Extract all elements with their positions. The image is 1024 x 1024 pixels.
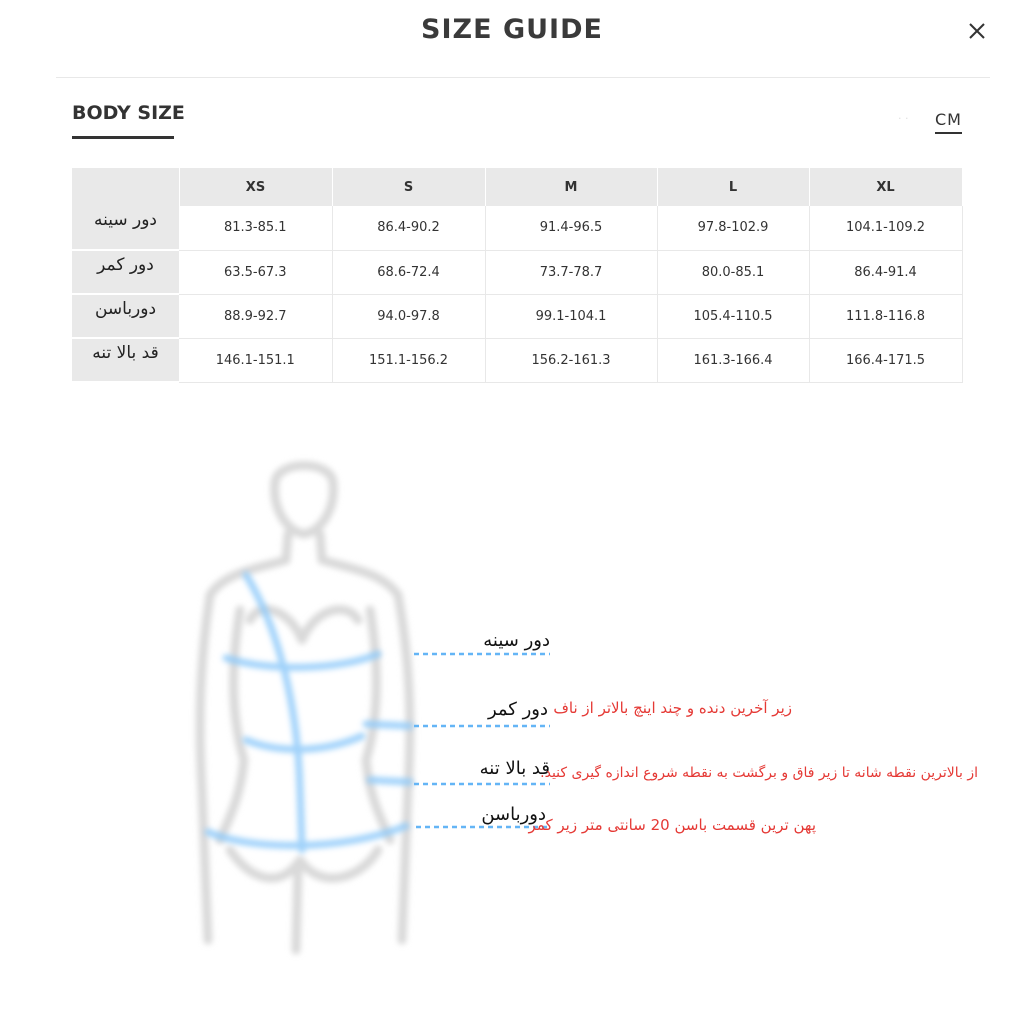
- row-label: دور سینه: [72, 206, 179, 250]
- header-divider: [56, 77, 990, 78]
- close-icon: [962, 16, 992, 46]
- table-header-corner: [72, 168, 179, 206]
- table-header-cell: M: [485, 168, 657, 206]
- row-label: قد بالا تنه: [72, 338, 179, 382]
- table-header-cell: XL: [809, 168, 962, 206]
- table-header-cell: XS: [179, 168, 332, 206]
- table-row: [72, 206, 962, 250]
- label-torso: قد بالا تنه: [479, 758, 550, 779]
- table-cell: 88.9-92.7: [179, 294, 332, 338]
- unit-toggle-cm[interactable]: CM: [935, 110, 962, 134]
- table-row: [72, 250, 962, 294]
- table-cell: 80.0-85.1: [657, 250, 809, 294]
- label-hip: دورباسن: [481, 804, 546, 825]
- label-waist: دور کمر: [487, 699, 548, 720]
- table-row: [72, 338, 962, 382]
- size-table-container[interactable]: [72, 168, 962, 368]
- note-hip: پهن ترین قسمت باسن 20 سانتی متر زیر کمر: [528, 816, 816, 834]
- row-label: دور کمر: [72, 250, 179, 294]
- table-cell: 156.2-161.3: [485, 338, 657, 382]
- unit-toggle-inactive[interactable]: · ·: [898, 112, 909, 125]
- row-label: دورباسن: [72, 294, 179, 338]
- size-table: [72, 168, 963, 383]
- table-cell: 97.8-102.9: [657, 206, 809, 250]
- table-cell: 166.4-171.5: [809, 338, 962, 382]
- table-header-row: [72, 168, 962, 206]
- close-button[interactable]: [962, 16, 992, 46]
- table-cell: 81.3-85.1: [179, 206, 332, 250]
- table-cell: 86.4-90.2: [332, 206, 485, 250]
- label-chest: دور سینه: [483, 630, 550, 651]
- table-cell: 146.1-151.1: [179, 338, 332, 382]
- table-cell: 63.5-67.3: [179, 250, 332, 294]
- table-header-cell: S: [332, 168, 485, 206]
- body-figure-illustration: [170, 460, 440, 960]
- table-cell: 161.3-166.4: [657, 338, 809, 382]
- note-torso: از بالاترین نقطه شانه تا زیر فاق و برگشت به نقطه شروع اندازه گیری کنید.: [540, 765, 978, 781]
- table-cell: 104.1-109.2: [809, 206, 962, 250]
- table-cell: 99.1-104.1: [485, 294, 657, 338]
- note-waist: زیر آخرین دنده و چند اینچ بالاتر از ناف: [553, 699, 792, 717]
- table-row: [72, 294, 962, 338]
- table-cell: 68.6-72.4: [332, 250, 485, 294]
- table-cell: 151.1-156.2: [332, 338, 485, 382]
- table-cell: 73.7-78.7: [485, 250, 657, 294]
- page-title: SIZE GUIDE: [421, 14, 603, 45]
- table-cell: 111.8-116.8: [809, 294, 962, 338]
- table-cell: 94.0-97.8: [332, 294, 485, 338]
- table-cell: 91.4-96.5: [485, 206, 657, 250]
- table-header-cell: L: [657, 168, 809, 206]
- table-cell: 86.4-91.4: [809, 250, 962, 294]
- tab-body-size[interactable]: BODY SIZE: [72, 102, 174, 139]
- table-cell: 105.4-110.5: [657, 294, 809, 338]
